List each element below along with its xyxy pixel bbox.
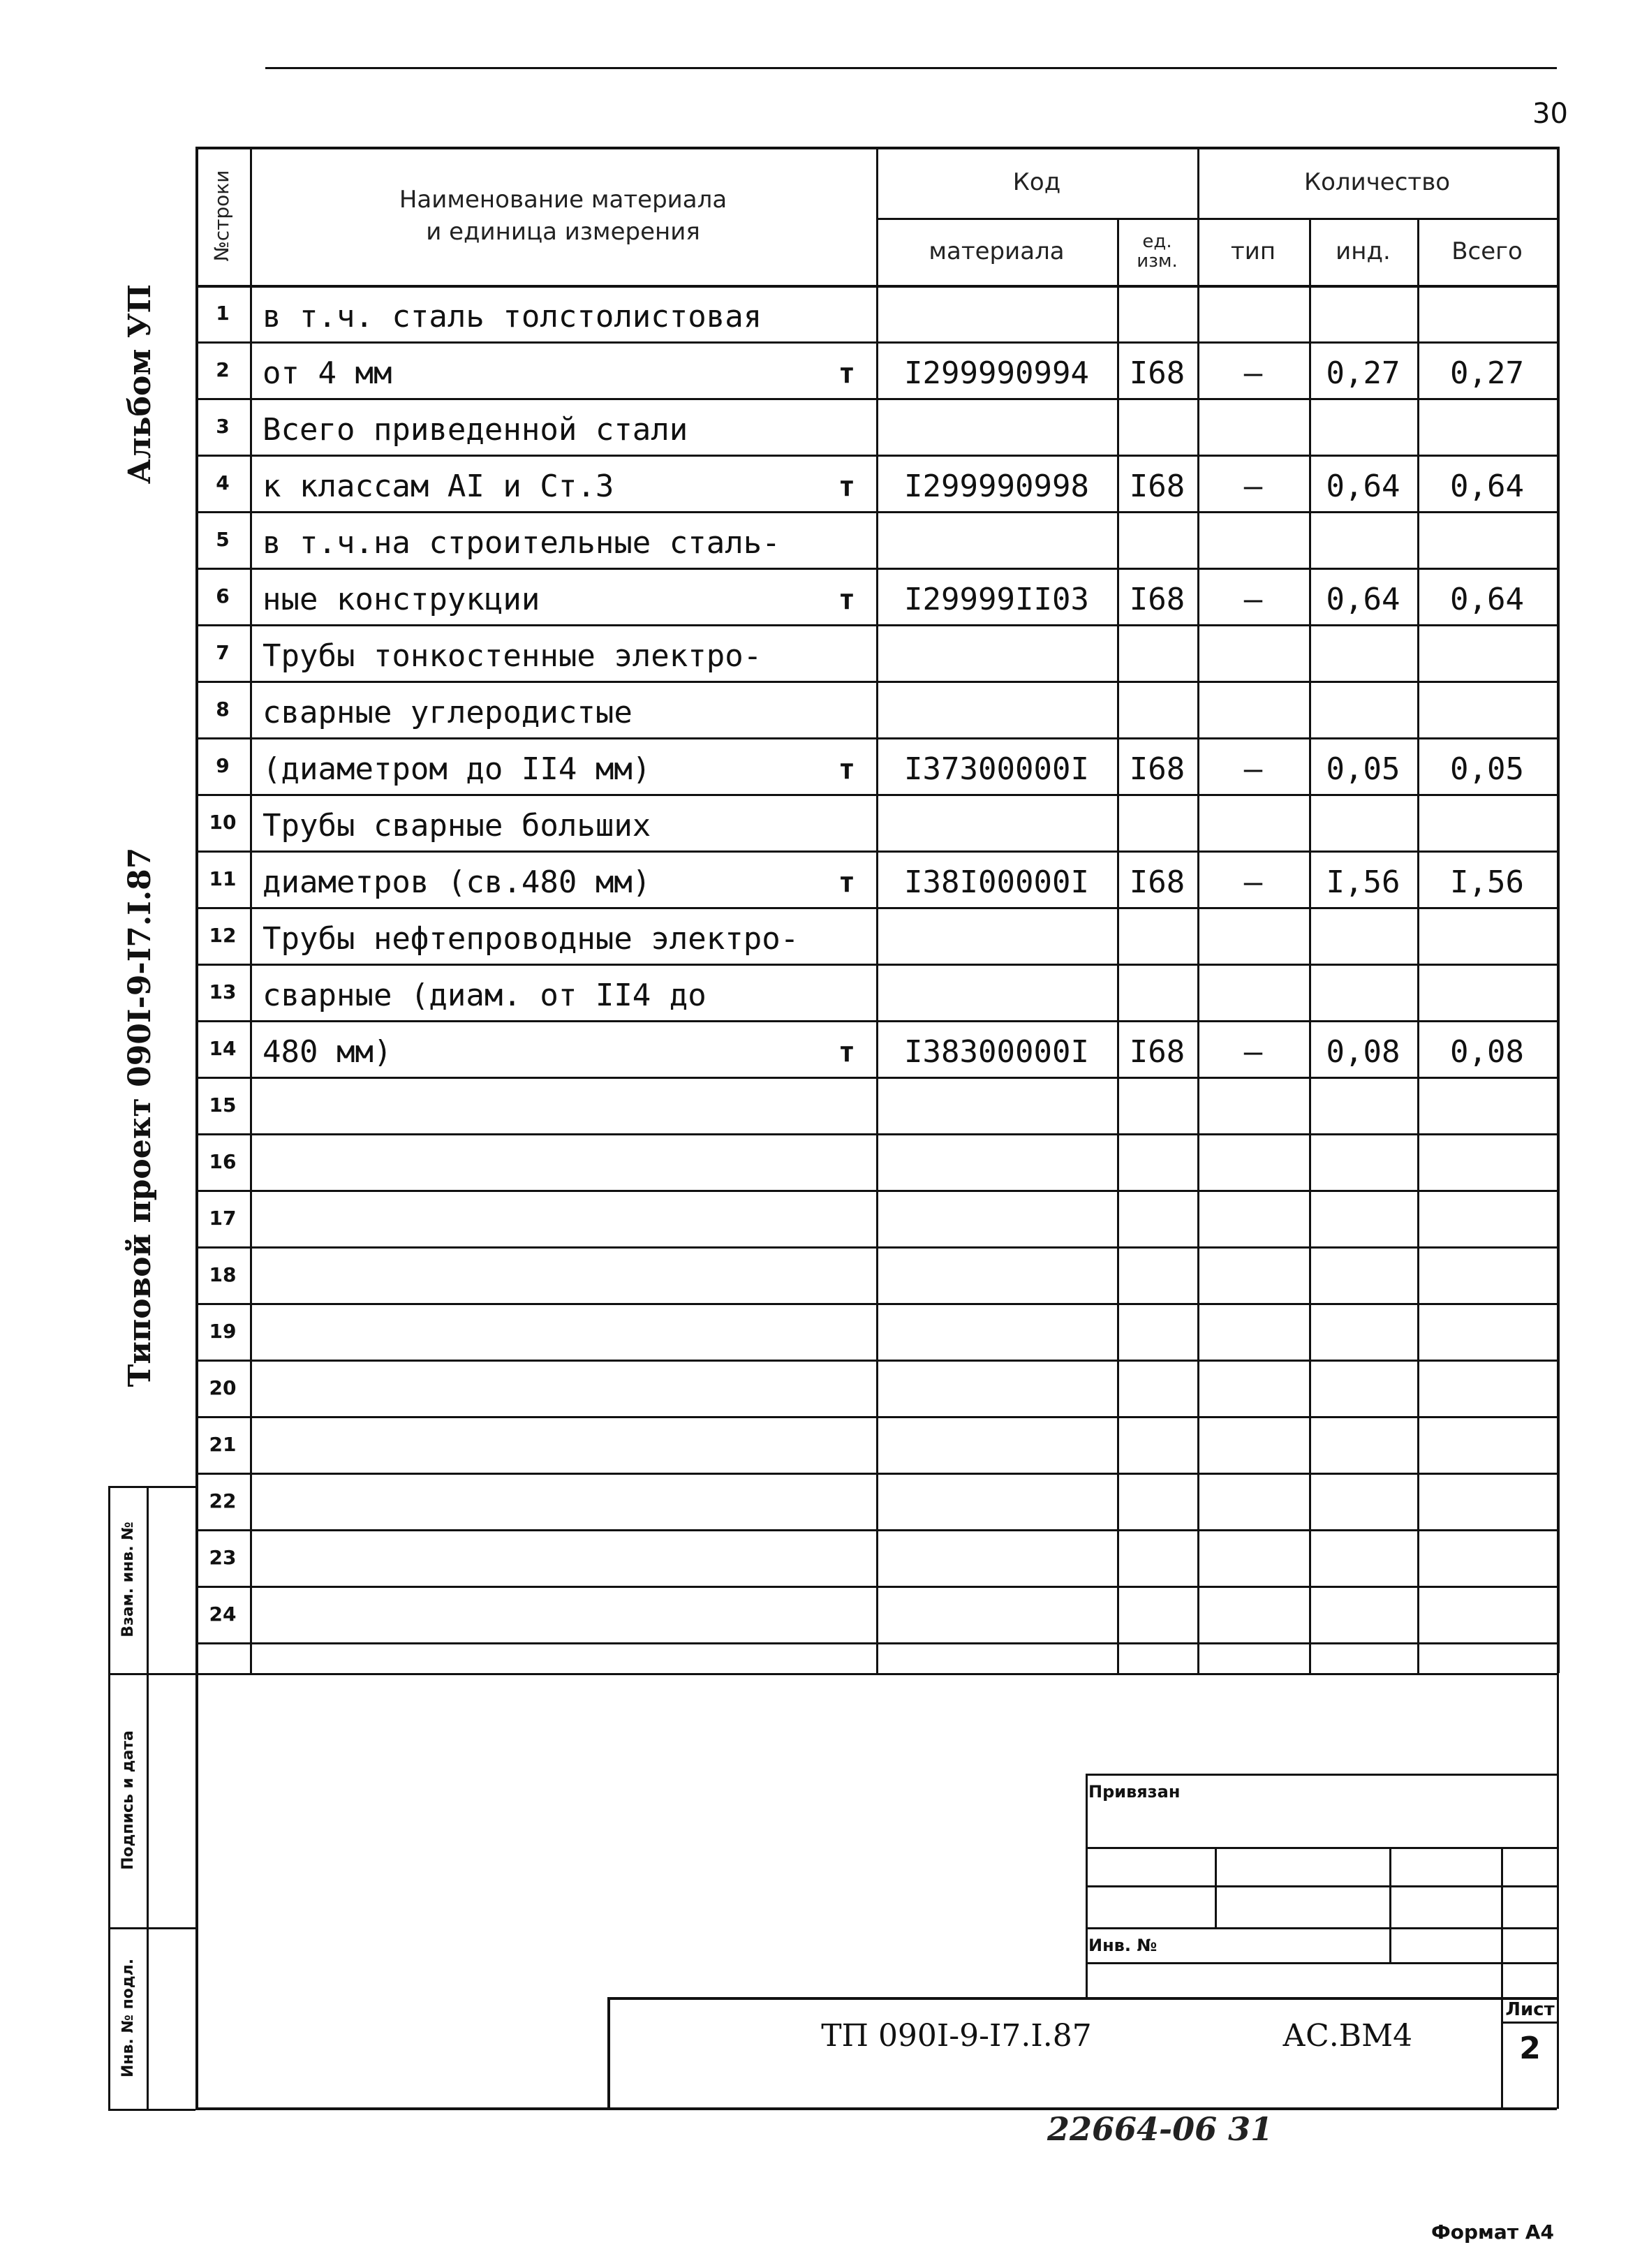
material-name: 480 мм) xyxy=(262,1034,392,1070)
material-code xyxy=(876,1077,1117,1133)
qty-type-value xyxy=(1197,511,1309,568)
material-code xyxy=(876,964,1117,1020)
qty-total-header: Всего xyxy=(1451,237,1523,265)
row-number: 24 xyxy=(209,1603,237,1626)
code-unit-header: ед. изм. xyxy=(1137,231,1178,272)
qty-ind-value xyxy=(1309,1246,1417,1303)
qty-total-value: 0,08 xyxy=(1450,1034,1524,1070)
qty-ind-value: 0,64 xyxy=(1326,582,1400,617)
unit-code xyxy=(1117,681,1197,737)
name-header-line1: Наименование материала xyxy=(399,186,727,214)
title-block-row xyxy=(1086,1927,1559,1929)
qty-type-value xyxy=(1197,398,1309,455)
row-number: 5 xyxy=(216,528,230,551)
row-number: 15 xyxy=(209,1094,237,1117)
title-block-top xyxy=(1086,1774,1559,1776)
table-right-border xyxy=(1557,147,1560,1673)
qty-type-value: – xyxy=(1243,582,1263,617)
page-number: 30 xyxy=(1532,98,1568,130)
material-code: I29999II03 xyxy=(904,582,1089,617)
stamp-label: Взам. инв. № xyxy=(119,1522,136,1637)
row-number: 1 xyxy=(216,302,230,325)
unit-of-measure xyxy=(250,398,876,455)
qty-type-value xyxy=(1197,1303,1309,1360)
material-code: I299990994 xyxy=(904,355,1089,391)
qty-type-value xyxy=(1197,1586,1309,1642)
unit-of-measure xyxy=(250,511,876,568)
name-header xyxy=(250,147,876,285)
material-code xyxy=(876,398,1117,455)
qty-total-value xyxy=(1417,964,1557,1020)
unit-code xyxy=(1117,1416,1197,1473)
material-name: в т.ч. сталь толстолистовая xyxy=(262,299,762,334)
unit-of-measure xyxy=(250,1529,876,1586)
qty-ind-value: 0,64 xyxy=(1326,469,1400,504)
qty-type-value xyxy=(1197,1077,1309,1133)
row-number: 9 xyxy=(216,754,230,777)
qty-type-value xyxy=(1197,964,1309,1020)
qty-type-value: – xyxy=(1243,469,1263,504)
row-number: 18 xyxy=(209,1263,237,1286)
qty-ind-value: 0,27 xyxy=(1326,355,1400,391)
row-number: 7 xyxy=(216,641,230,664)
qty-type-value xyxy=(1197,624,1309,681)
qty-type-value xyxy=(1197,1133,1309,1190)
unit-of-measure xyxy=(250,794,876,850)
qty-ind-value xyxy=(1309,907,1417,964)
row-number: 13 xyxy=(209,980,237,1003)
qty-type-value: – xyxy=(1243,864,1263,900)
material-name: ные конструкции xyxy=(262,582,540,617)
qty-type-value xyxy=(1197,285,1309,341)
unit-code: I68 xyxy=(1129,751,1185,787)
unit-code xyxy=(1117,398,1197,455)
material-code xyxy=(876,1190,1117,1246)
unit-code: I68 xyxy=(1129,469,1185,504)
row-number: 20 xyxy=(209,1376,237,1399)
qty-ind-value: I,56 xyxy=(1326,864,1400,900)
row-number: 6 xyxy=(216,584,230,608)
unit-of-measure xyxy=(250,1190,876,1246)
row-number: 17 xyxy=(209,1207,237,1230)
top-rule xyxy=(265,67,1557,69)
unit-code xyxy=(1117,1473,1197,1529)
qty-total-value: 0,64 xyxy=(1450,582,1524,617)
qty-ind-value xyxy=(1309,1586,1417,1642)
qty-ind-value xyxy=(1309,1473,1417,1529)
unit-of-measure xyxy=(250,1416,876,1473)
qty-total-value xyxy=(1417,1246,1557,1303)
qty-type-value xyxy=(1197,1246,1309,1303)
unit-of-measure xyxy=(250,624,876,681)
title-block-col xyxy=(1389,1847,1391,1962)
qty-type-value xyxy=(1197,1473,1309,1529)
material-name: сварные (диам. от II4 до xyxy=(262,978,707,1013)
title-block-row xyxy=(1086,1885,1559,1887)
qty-type-value: – xyxy=(1243,355,1263,391)
unit-code: I68 xyxy=(1129,1034,1185,1070)
material-name: Трубы нефтепроводные электро- xyxy=(262,921,799,957)
material-code: I299990998 xyxy=(904,469,1089,504)
material-name: от 4 мм xyxy=(262,355,392,391)
stamp-label: Инв. № подл. xyxy=(119,1958,136,2078)
qty-total-value: 0,64 xyxy=(1450,469,1524,504)
title-strip-left xyxy=(607,1997,610,2109)
unit-of-measure xyxy=(250,285,876,341)
unit-of-measure xyxy=(250,1303,876,1360)
qty-total-value xyxy=(1417,907,1557,964)
qty-total-value xyxy=(1417,1133,1557,1190)
stamp-border-left xyxy=(108,1486,110,2109)
qty-total-value xyxy=(1417,398,1557,455)
unit-code xyxy=(1117,1303,1197,1360)
qty-ind-value xyxy=(1309,964,1417,1020)
unit-of-measure xyxy=(250,1473,876,1529)
qty-total-value xyxy=(1417,1529,1557,1586)
stamp-divider xyxy=(147,1486,149,2109)
material-code xyxy=(876,1303,1117,1360)
material-code: I38300000I xyxy=(904,1034,1089,1070)
qty-ind-header: инд. xyxy=(1336,237,1391,265)
unit-of-measure: т xyxy=(838,471,855,503)
material-code xyxy=(876,1529,1117,1586)
material-code: I37300000I xyxy=(904,751,1089,787)
unit-code xyxy=(1117,1360,1197,1416)
material-name: к классам АI и Ст.3 xyxy=(262,469,614,504)
qty-ind-value xyxy=(1309,285,1417,341)
document-code: ТП 090I-9-I7.I.87 xyxy=(821,2017,1092,2054)
material-code xyxy=(876,285,1117,341)
material-code xyxy=(876,1133,1117,1190)
qty-type-value xyxy=(1197,907,1309,964)
frame-left-lower xyxy=(195,1673,198,2109)
qty-ind-value xyxy=(1309,681,1417,737)
material-name: Всего приведенной стали xyxy=(262,412,688,448)
title-block-row xyxy=(1086,1847,1559,1849)
qty-type-value: – xyxy=(1243,1034,1263,1070)
row-divider xyxy=(195,1642,1557,1644)
bound-label: Привязан xyxy=(1088,1782,1181,1802)
stamp-bottom xyxy=(108,2109,195,2111)
name-header-line2: и единица измерения xyxy=(426,218,700,246)
qty-ind-value xyxy=(1309,1190,1417,1246)
unit-code xyxy=(1117,1077,1197,1133)
qty-total-value xyxy=(1417,794,1557,850)
qty-ind-value xyxy=(1309,1416,1417,1473)
material-name: в т.ч.на строительные сталь- xyxy=(262,525,781,561)
unit-of-measure: т xyxy=(838,753,855,786)
unit-code xyxy=(1117,285,1197,341)
unit-code: I68 xyxy=(1129,355,1185,391)
qty-ind-value xyxy=(1309,1133,1417,1190)
inv-label: Инв. № xyxy=(1088,1936,1158,1955)
qty-total-value xyxy=(1417,1416,1557,1473)
row-number: 8 xyxy=(216,698,230,721)
material-code: I38I00000I xyxy=(904,864,1089,900)
unit-of-measure xyxy=(250,1586,876,1642)
unit-code: I68 xyxy=(1129,864,1185,900)
unit-of-measure xyxy=(250,1077,876,1133)
qty-ind-value xyxy=(1309,1529,1417,1586)
qty-type-value xyxy=(1197,681,1309,737)
qty-type-header: тип xyxy=(1230,237,1276,265)
material-code xyxy=(876,1246,1117,1303)
material-code xyxy=(876,624,1117,681)
unit-of-measure xyxy=(250,1133,876,1190)
unit-of-measure: т xyxy=(838,358,855,390)
qty-type-value xyxy=(1197,1416,1309,1473)
material-name: (диаметром до II4 мм) xyxy=(262,751,651,787)
material-code xyxy=(876,681,1117,737)
row-number-header xyxy=(195,147,250,285)
row-number-header-text: №строки xyxy=(209,170,233,262)
code-material-header: материала xyxy=(929,237,1065,265)
qty-total-value xyxy=(1417,1586,1557,1642)
qty-type-value xyxy=(1197,1190,1309,1246)
format-label: Формат А4 xyxy=(1431,2221,1554,2244)
qty-total-value xyxy=(1417,285,1557,341)
unit-of-measure: т xyxy=(838,584,855,616)
material-code xyxy=(876,907,1117,964)
frame-lower-top xyxy=(195,1673,1557,1675)
unit-of-measure xyxy=(250,964,876,1020)
material-name: сварные углеродистые xyxy=(262,695,633,730)
qty-ind-value xyxy=(1309,1360,1417,1416)
unit-of-measure xyxy=(250,1360,876,1416)
row-number: 4 xyxy=(216,471,230,494)
qty-total-value xyxy=(1417,681,1557,737)
row-number: 10 xyxy=(209,811,237,834)
qty-total-value xyxy=(1417,1190,1557,1246)
material-name: Трубы тонкостенные электро- xyxy=(262,638,762,674)
qty-type-value xyxy=(1197,1360,1309,1416)
unit-code xyxy=(1117,1133,1197,1190)
qty-ind-value: 0,08 xyxy=(1326,1034,1400,1070)
unit-code xyxy=(1117,1529,1197,1586)
unit-of-measure xyxy=(250,907,876,964)
unit-code xyxy=(1117,794,1197,850)
qty-type-value: – xyxy=(1243,751,1263,787)
sheet-label: Лист xyxy=(1505,1999,1555,2020)
unit-code xyxy=(1117,511,1197,568)
sheet-code: АС.ВМ4 xyxy=(1282,2017,1413,2054)
stamp-label: Подпись и дата xyxy=(119,1730,136,1870)
qty-type-value xyxy=(1197,1529,1309,1586)
qty-total-value xyxy=(1417,1077,1557,1133)
material-code xyxy=(876,1586,1117,1642)
qty-total-value: I,56 xyxy=(1450,864,1524,900)
material-name: диаметров (св.480 мм) xyxy=(262,864,651,900)
material-code xyxy=(876,1360,1117,1416)
qty-ind-value xyxy=(1309,1303,1417,1360)
material-name: Трубы сварные больших xyxy=(262,808,651,844)
qty-ind-value xyxy=(1309,511,1417,568)
frame-bottom xyxy=(195,2107,1557,2110)
sheet-number: 2 xyxy=(1519,2030,1541,2066)
qty-ind-value xyxy=(1309,624,1417,681)
material-code xyxy=(876,511,1117,568)
unit-code xyxy=(1117,964,1197,1020)
row-number: 11 xyxy=(209,867,237,890)
unit-of-measure xyxy=(250,681,876,737)
album-label: Альбом УП xyxy=(121,284,158,485)
quantity-group-header: Количество xyxy=(1303,168,1451,196)
qty-ind-value xyxy=(1309,1077,1417,1133)
unit-code xyxy=(1117,907,1197,964)
title-block-row xyxy=(1086,1962,1559,1964)
qty-total-value xyxy=(1417,624,1557,681)
qty-type-value xyxy=(1197,794,1309,850)
qty-total-value xyxy=(1417,1303,1557,1360)
row-number: 2 xyxy=(216,358,230,381)
material-code xyxy=(876,794,1117,850)
qty-total-value: 0,27 xyxy=(1450,355,1524,391)
qty-total-value xyxy=(1417,511,1557,568)
qty-ind-value xyxy=(1309,794,1417,850)
code-group-header: Код xyxy=(1012,168,1061,196)
unit-code xyxy=(1117,1246,1197,1303)
project-label: Типовой проект 090I-9-I7.I.87 xyxy=(121,847,158,1387)
qty-total-value: 0,05 xyxy=(1450,751,1524,787)
unit-code xyxy=(1117,624,1197,681)
row-number: 12 xyxy=(209,924,237,947)
material-code xyxy=(876,1473,1117,1529)
qty-total-value xyxy=(1417,1473,1557,1529)
row-number: 22 xyxy=(209,1489,237,1512)
row-number: 16 xyxy=(209,1150,237,1173)
qty-ind-value xyxy=(1309,398,1417,455)
row-number: 3 xyxy=(216,415,230,438)
unit-of-measure xyxy=(250,1246,876,1303)
unit-code xyxy=(1117,1586,1197,1642)
unit-of-measure: т xyxy=(838,867,855,899)
unit-code xyxy=(1117,1190,1197,1246)
material-code xyxy=(876,1416,1117,1473)
row-number: 21 xyxy=(209,1433,237,1456)
qty-ind-value: 0,05 xyxy=(1326,751,1400,787)
handwritten-note: 22664-06 31 xyxy=(1047,2110,1273,2148)
row-number: 23 xyxy=(209,1546,237,1569)
qty-total-value xyxy=(1417,1360,1557,1416)
row-number: 14 xyxy=(209,1037,237,1060)
row-number: 19 xyxy=(209,1320,237,1343)
unit-of-measure: т xyxy=(838,1036,855,1068)
unit-code: I68 xyxy=(1129,582,1185,617)
title-block-col xyxy=(1215,1847,1217,1927)
